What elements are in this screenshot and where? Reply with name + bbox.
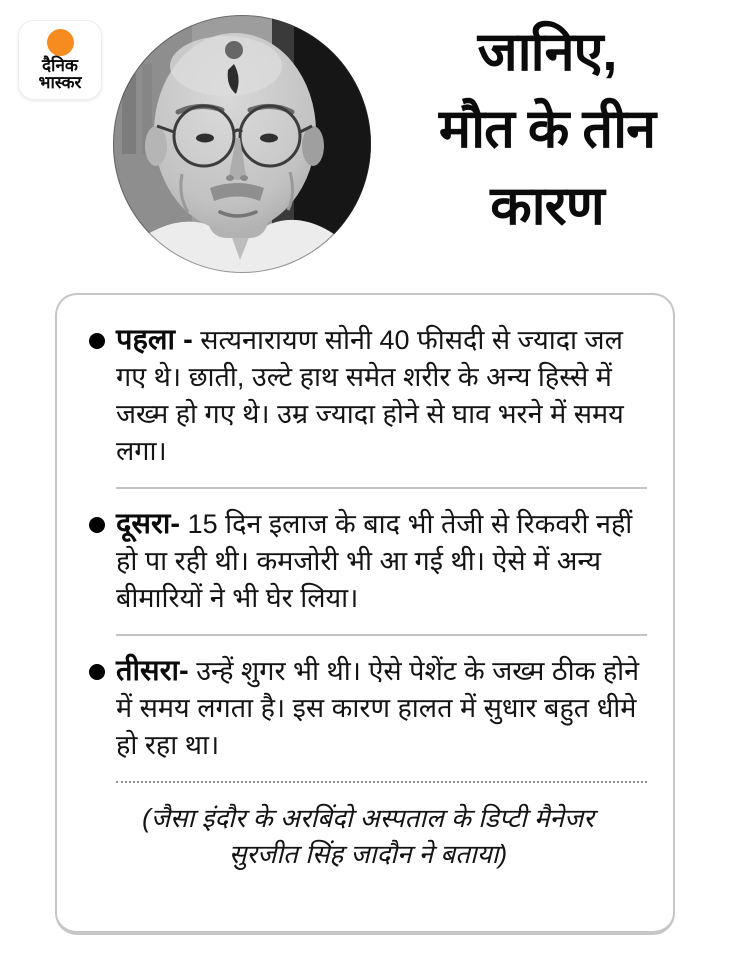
title-line-3: कारण xyxy=(490,176,604,236)
source-footnote: (जैसा इंदौर के अरबिंदो अस्पताल के डिप्टी मैनेजर सुरजीत सिंह जादौन ने बताया) xyxy=(142,803,594,869)
reason-item-2 xyxy=(89,506,647,617)
bullet-dot-icon xyxy=(89,664,105,680)
reason-1-label: पहला - xyxy=(116,324,193,356)
divider-1 xyxy=(116,487,647,489)
reason-2-label: दूसरा- xyxy=(116,508,181,540)
logo-text-line1: दैनिक xyxy=(42,56,78,75)
reason-item-1 xyxy=(89,322,647,470)
reason-1-text: सत्यनारायण सोनी 40 फीसदी से ज्यादा जल गए थे। छाती, उल्टे हाथ समेत शरीर के अन्य हिस्से में जख्म हो गए थे। उम्र ज्यादा होने से घाव भरने में समय लगा। xyxy=(116,325,624,466)
logo-sun-icon xyxy=(47,29,74,56)
portrait-photo xyxy=(112,14,372,274)
reason-item-3 xyxy=(89,653,647,764)
divider-2 xyxy=(116,634,647,636)
reasons-card xyxy=(55,293,675,935)
reason-2-text: 15 दिन इलाज के बाद भी तेजी से रिकवरी नहीं हो पा रही थी। कमजोरी भी आ गई थी। ऐसे में अन्य बीमारियों ने भी घेर लिया। xyxy=(116,509,633,613)
bullet-dot-icon xyxy=(89,333,105,349)
bullet-dot-icon xyxy=(89,517,105,533)
dainik-bhaskar-logo xyxy=(18,20,102,100)
title-line-1: जानिए, xyxy=(477,22,617,82)
logo-text-line2: भास्कर xyxy=(38,73,82,92)
elderly-man-bw-photo-icon xyxy=(112,14,372,274)
reason-3-text: उन्हें शुगर भी थी। ऐसे पेशेंट के जख्म ठीक होने में समय लगता है। इस कारण हालत में सुधार बहुत धीमे हो रहा था। xyxy=(116,656,640,760)
dotted-divider xyxy=(116,781,647,783)
reason-3-label: तीसरा- xyxy=(116,655,189,687)
page-title xyxy=(372,14,722,245)
title-line-2: मौत के तीन xyxy=(438,99,656,159)
